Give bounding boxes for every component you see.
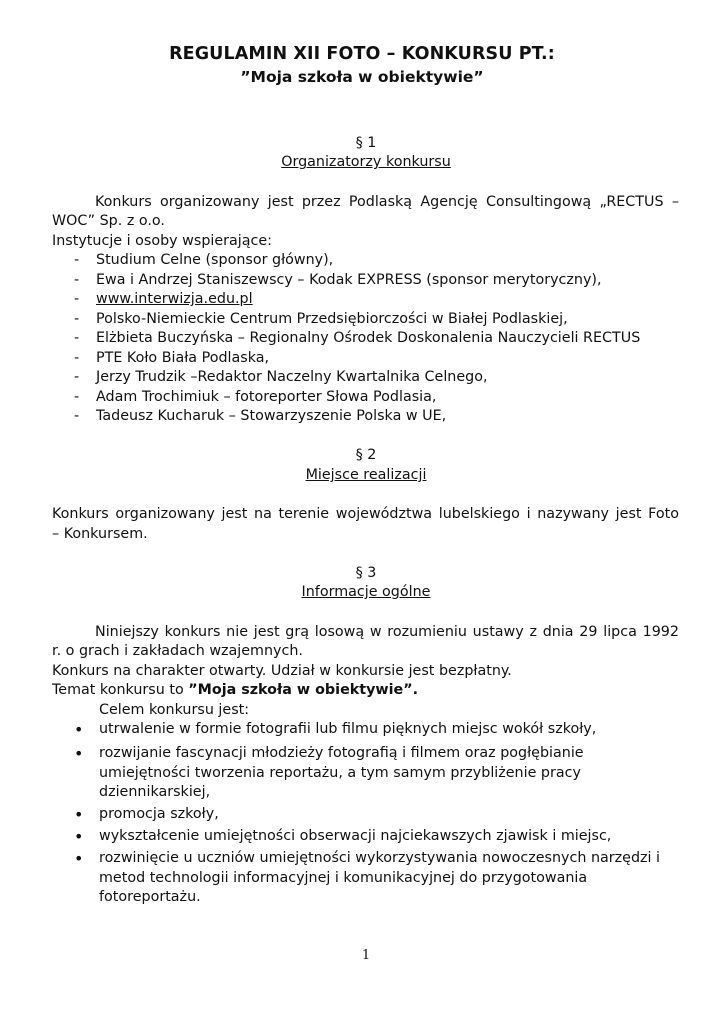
section-3-number: § 3 bbox=[355, 565, 377, 581]
supporter-text: Polsko-Niemieckie Centrum Przedsiębiorczości w Białej Podlaskiej, bbox=[96, 311, 568, 327]
supporter-item bbox=[74, 408, 446, 424]
goal-item-continuation: umiejętności tworzenia reportażu, a tym samym przybliżenie pracy bbox=[99, 765, 581, 781]
bullet-icon: • bbox=[74, 849, 84, 868]
section-2-heading-wrap bbox=[0, 467, 724, 483]
supporter-item bbox=[74, 389, 436, 405]
list-dash: - bbox=[74, 252, 80, 268]
section-1-number: § 1 bbox=[355, 135, 377, 151]
list-dash: - bbox=[74, 291, 80, 307]
supporter-text: PTE Koło Biała Podlaska, bbox=[96, 350, 270, 366]
section-1-heading-wrap bbox=[0, 154, 724, 170]
section-3-paragraph-line-2: r. o grach i zakładach wzajemnych. bbox=[52, 643, 303, 659]
section-2-paragraph-line-2: – Konkursem. bbox=[52, 526, 148, 542]
list-dash: - bbox=[74, 389, 80, 405]
list-dash: - bbox=[74, 369, 80, 385]
goal-item: promocja szkoły, bbox=[99, 806, 219, 822]
supporter-item bbox=[74, 311, 568, 327]
list-dash: - bbox=[74, 311, 80, 327]
website-link[interactable]: www.interwizja.edu.pl bbox=[96, 291, 253, 307]
goal-item-continuation: dziennikarskiej, bbox=[99, 784, 211, 800]
supporter-text: Ewa i Andrzej Staniszewscy – Kodak EXPRESS (sponsor merytoryczny), bbox=[96, 272, 602, 288]
section-2-paragraph-line-1: Konkurs organizowany jest na terenie województwa lubelskiego i nazywany jest Foto bbox=[52, 506, 679, 522]
goal-label: Celem konkursu jest: bbox=[99, 702, 250, 718]
goal-item: wykształcenie umiejętności obserwacji najciekawszych zjawisk i miejsc, bbox=[99, 828, 612, 844]
goal-item: rozwijanie fascynacji młodzieży fotografią i filmem oraz pogłębianie bbox=[99, 745, 584, 761]
supporter-text: Studium Celne (sponsor główny), bbox=[96, 252, 334, 268]
bullet-icon: • bbox=[74, 744, 84, 763]
document-title: REGULAMIN XII FOTO – KONKURSU PT.: bbox=[169, 44, 555, 64]
list-dash: - bbox=[74, 330, 80, 346]
supporter-text: Adam Trochimiuk – fotoreporter Słowa Podlasia, bbox=[96, 389, 437, 405]
section-1-paragraph-line-2: WOC” Sp. z o.o. bbox=[52, 213, 165, 229]
goal-item: rozwinięcie u uczniów umiejętności wykorzystywania nowoczesnych narzędzi i bbox=[99, 850, 661, 866]
list-dash: - bbox=[74, 408, 80, 424]
section-3-paragraph-line-1: Niniejszy konkurs nie jest grą losową w rozumieniu ustawy z dnia 29 lipca 1992 bbox=[95, 624, 679, 640]
section-2-number: § 2 bbox=[355, 447, 377, 463]
goal-item-continuation: metod technologii informacyjnej i komunikacyjnej do przygotowania bbox=[99, 870, 588, 886]
theme-prefix: Temat konkursu to bbox=[52, 682, 189, 698]
supporter-text: Tadeusz Kucharuk – Stowarzyszenie Polska w UE, bbox=[96, 408, 447, 424]
section-2-heading: Miejsce realizacji bbox=[305, 467, 427, 483]
section-1-paragraph-line-1: Konkurs organizowany jest przez Podlaską Agencję Consultingową „RECTUS – bbox=[95, 194, 679, 210]
goal-item: utrwalenie w formie fotografii lub filmu pięknych miejsc wokół szkoły, bbox=[99, 721, 597, 737]
supporter-item bbox=[74, 252, 333, 268]
supporter-item bbox=[74, 350, 269, 366]
supporter-item bbox=[74, 369, 488, 385]
supporters-label: Instytucje i osoby wspierające: bbox=[52, 233, 273, 249]
bullet-icon: • bbox=[74, 805, 84, 824]
theme-line bbox=[52, 682, 418, 698]
document-subtitle: ”Moja szkoła w obiektywie” bbox=[240, 68, 484, 86]
section-1-heading: Organizatorzy konkursu bbox=[281, 154, 451, 170]
section-3-heading: Informacje ogólne bbox=[301, 584, 431, 600]
goal-item-continuation: fotoreportażu. bbox=[99, 889, 201, 905]
list-dash: - bbox=[74, 272, 80, 288]
section-3-heading-wrap bbox=[0, 584, 724, 600]
open-participation-line: Konkurs na charakter otwarty. Udział w konkursie jest bezpłatny. bbox=[52, 663, 512, 679]
supporter-item bbox=[74, 330, 640, 346]
supporter-item bbox=[74, 291, 253, 307]
bullet-icon: • bbox=[74, 827, 84, 846]
page-number: 1 bbox=[361, 948, 371, 963]
list-dash: - bbox=[74, 350, 80, 366]
supporter-text: Jerzy Trudzik –Redaktor Naczelny Kwartalnika Celnego, bbox=[96, 369, 488, 385]
theme-title: ”Moja szkoła w obiektywie”. bbox=[188, 682, 419, 698]
bullet-icon: • bbox=[74, 720, 84, 739]
supporter-item bbox=[74, 272, 602, 288]
supporter-text: Elżbieta Buczyńska – Regionalny Ośrodek Doskonalenia Nauczycieli RECTUS bbox=[96, 330, 641, 346]
